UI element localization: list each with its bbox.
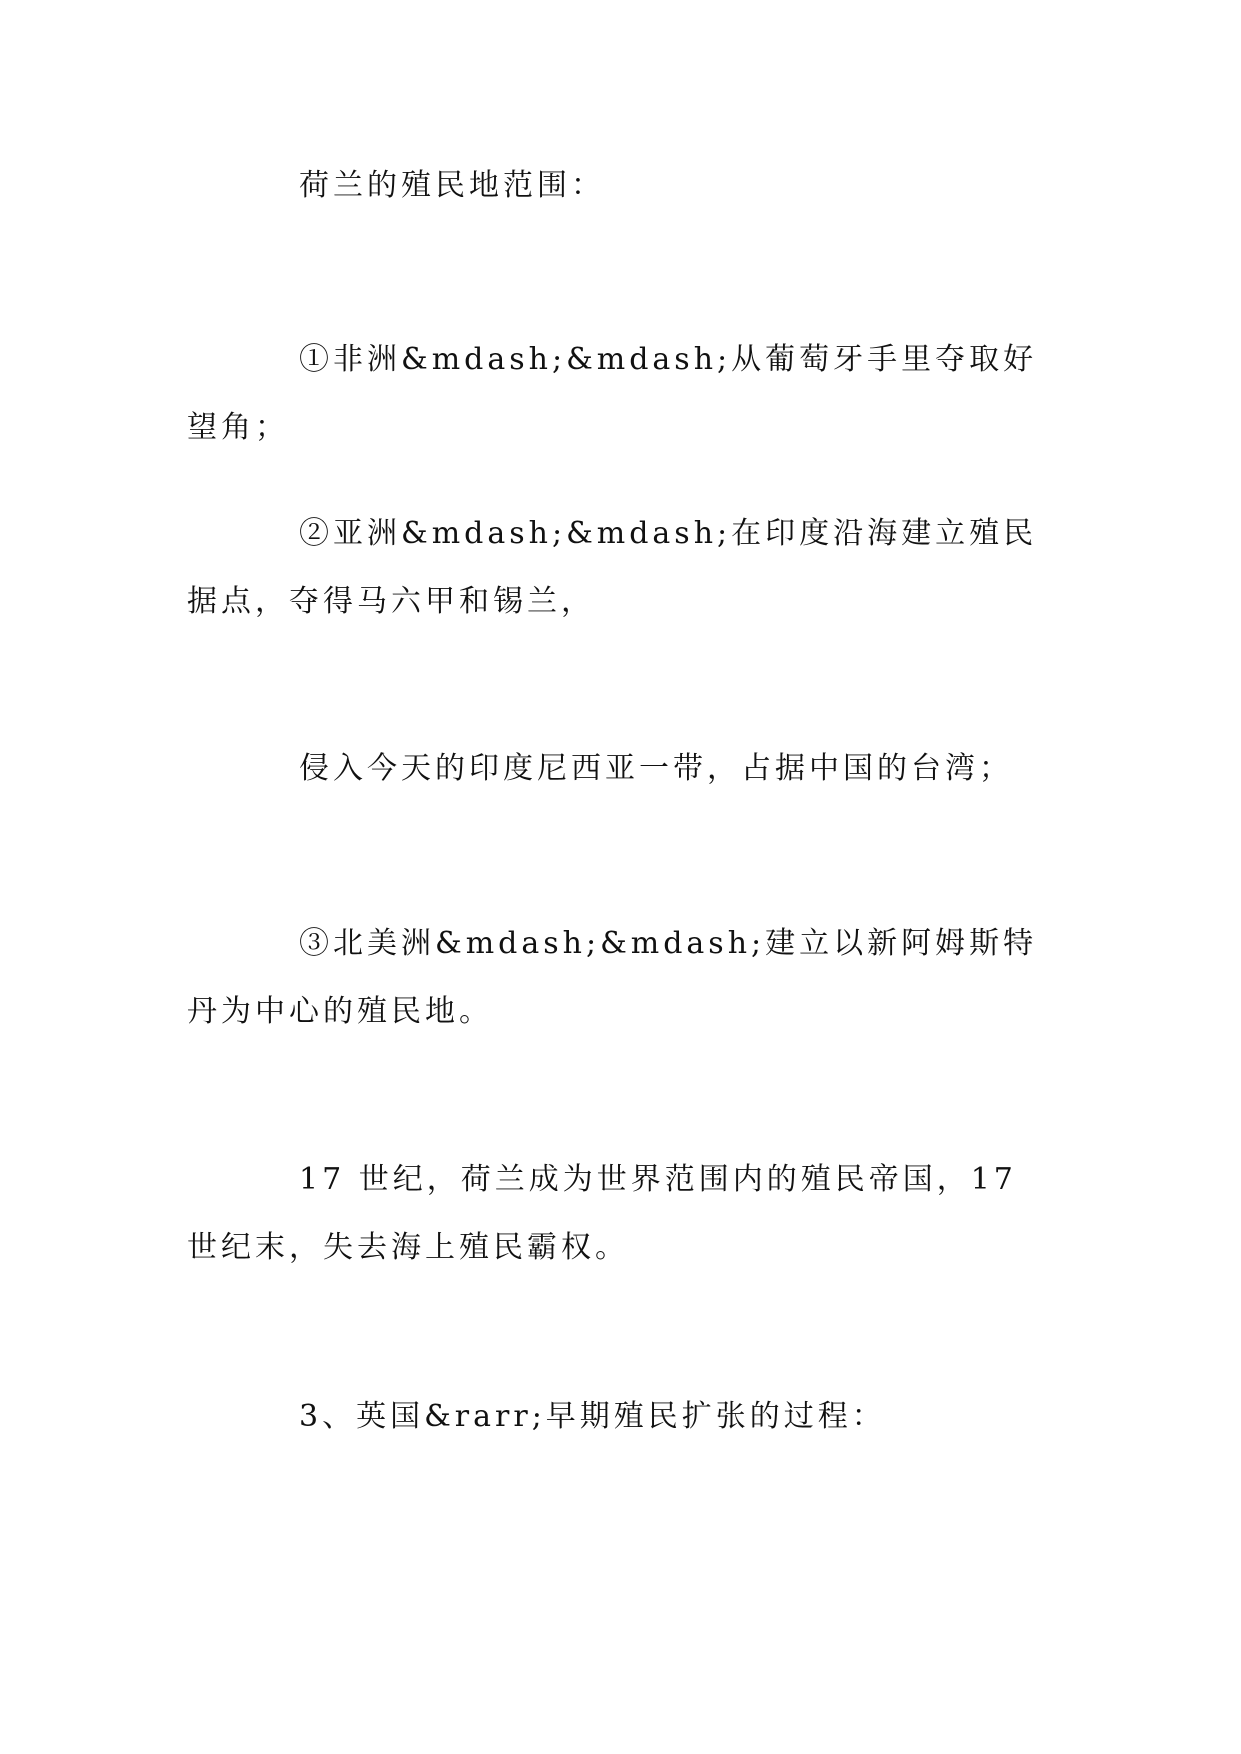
paragraph-north-america: ③北美洲&mdash;&mdash;建立以新阿姆斯特丹为中心的殖民地。 [187, 926, 1038, 1029]
paragraph-asia: ②亚洲&mdash;&mdash;在印度沿海建立殖民据点，夺得马六甲和锡兰， [187, 516, 1038, 619]
paragraph-britain-heading: 3、英国&rarr;早期殖民扩张的过程： [299, 1399, 886, 1434]
paragraph-africa: ①非洲&mdash;&mdash;从葡萄牙手里夺取好望角； [187, 342, 1038, 445]
paragraph-dutch-colonies-heading: 荷兰的殖民地范围： [299, 168, 605, 203]
paragraph-asia-continued: 侵入今天的印度尼西亚一带，占据中国的台湾； [299, 751, 1013, 786]
paragraph-17th-century: 17 世纪，荷兰成为世界范围内的殖民帝国，17 世纪末，失去海上殖民霸权。 [187, 1162, 1017, 1265]
